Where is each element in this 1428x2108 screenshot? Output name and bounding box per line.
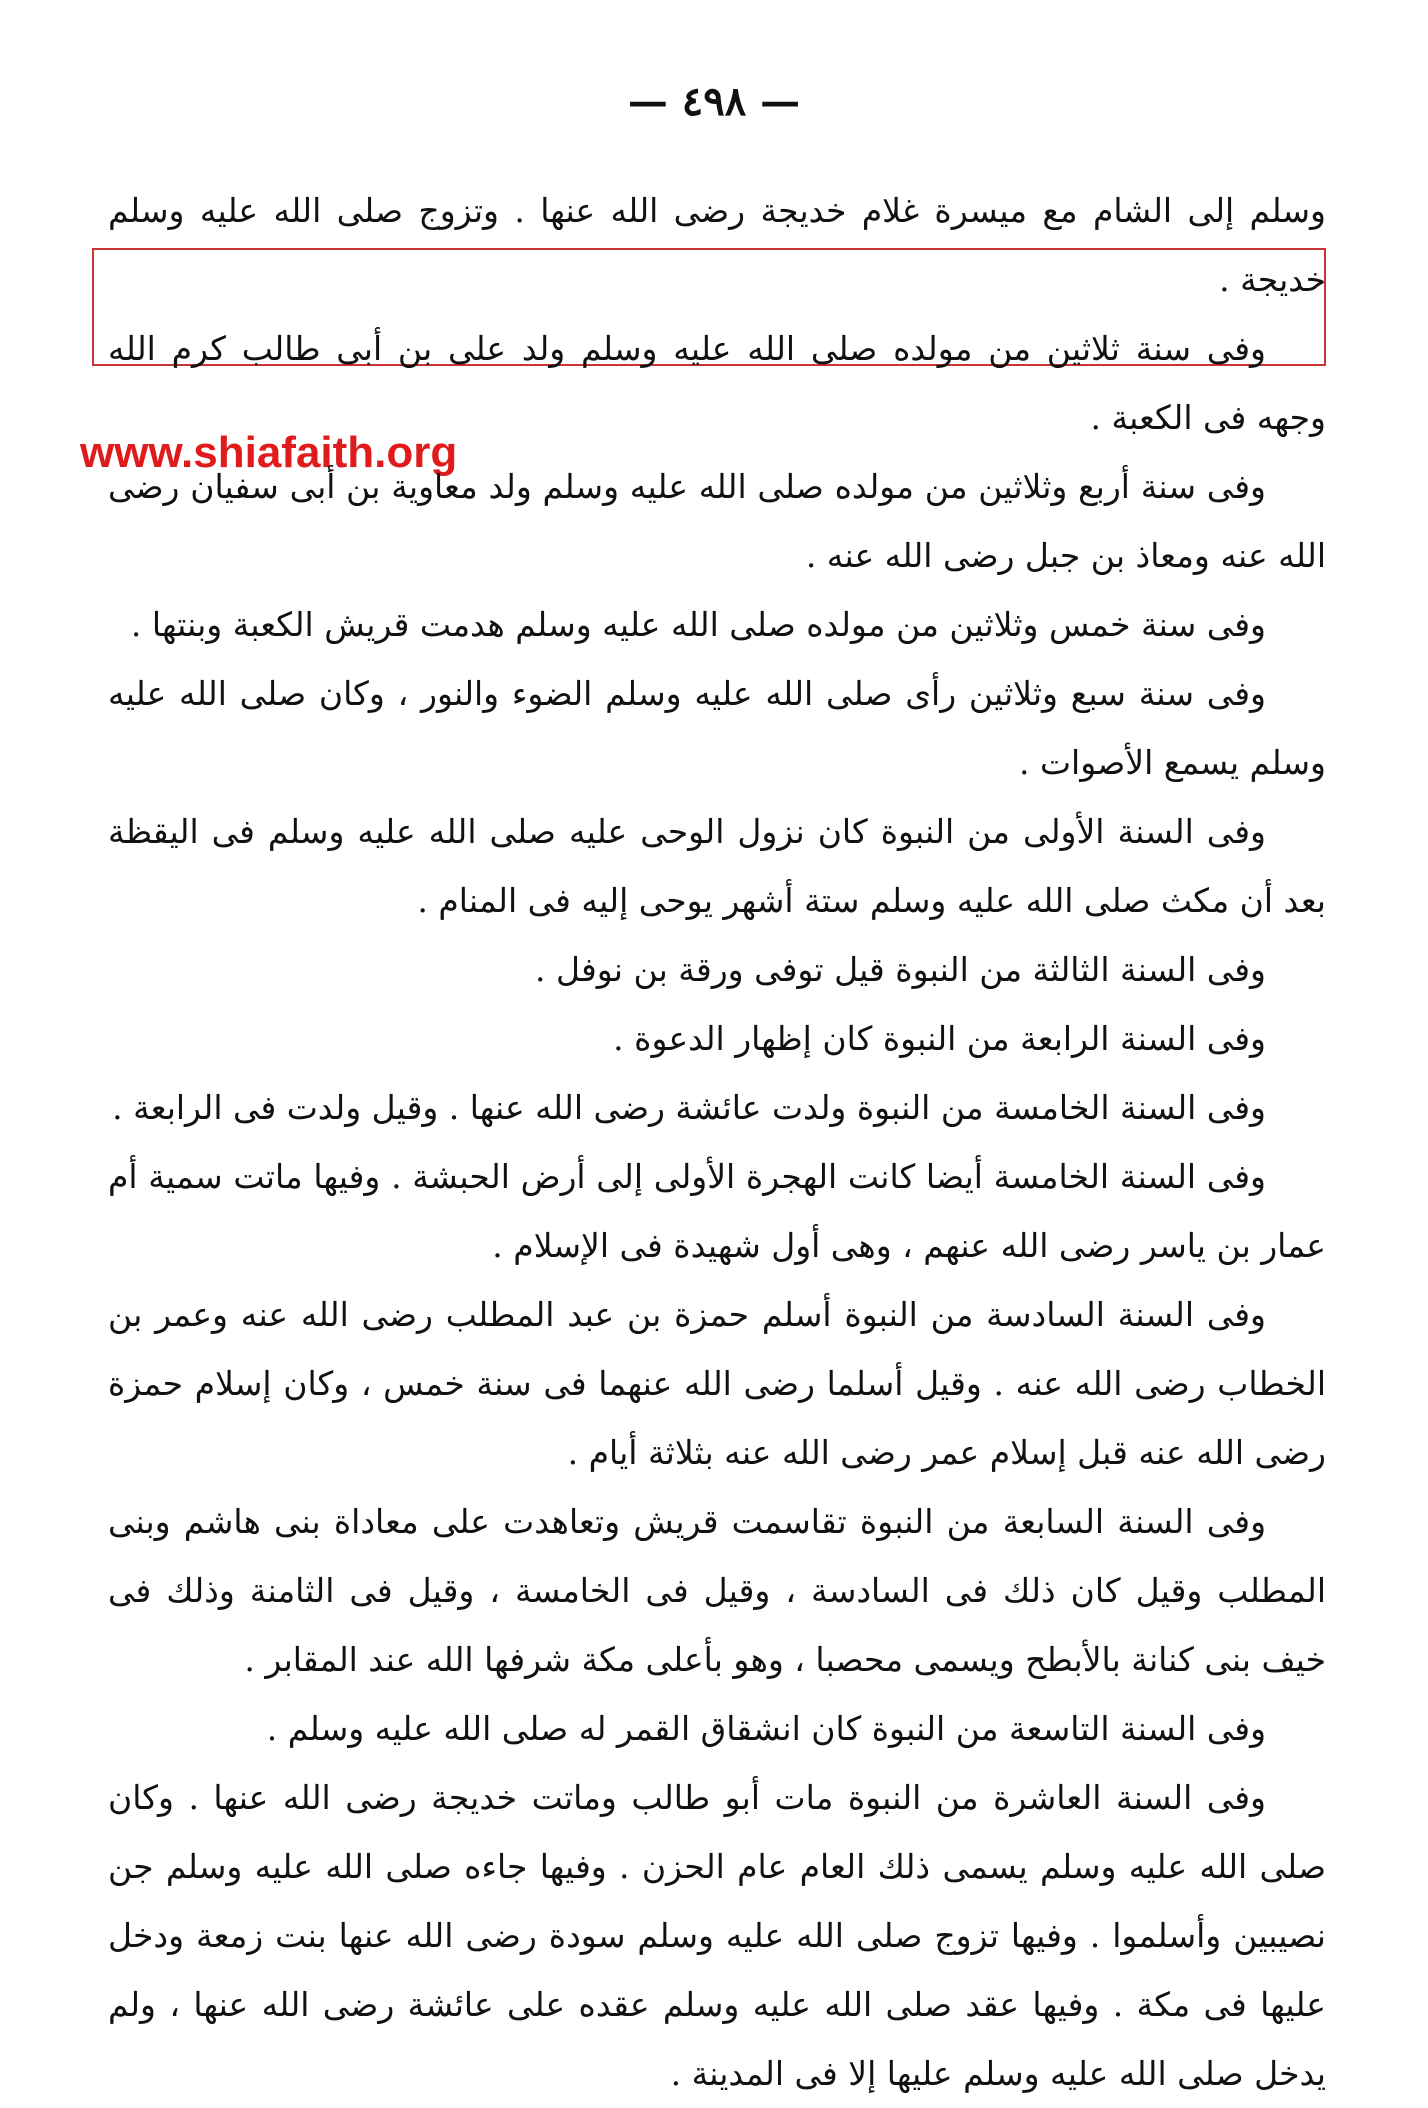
- body-text: [108, 176, 1326, 2108]
- page-number: — ٤٩٨ —: [627, 78, 801, 125]
- paragraph-highlighted: وفى سنة ثلاثين من مولده صلى الله عليه وسلم ولد على بن أبى طالب كرم الله وجهه فى الكعبة .: [108, 329, 1326, 437]
- paragraph: وفى السنة الأولى من النبوة كان نزول الوحى عليه صلى الله عليه وسلم فى اليقظة بعد أن مكث صلى الله عليه وسلم ستة أشهر يوحى إليه فى المنام .: [108, 812, 1326, 920]
- paragraph: وفى السنة العاشرة من النبوة مات أبو طالب وماتت خديجة رضى الله عنها . وكان صلى الله عليه وسلم يسمى ذلك العام عام الحزن . وفيها جاءه صلى الله عليه وسلم جن نصيبين وأسلموا . وفيها تزوج صلى الله عليه وسلم سودة رضى الله عنها بنت زمعة ودخل عليها فى مكة . وفيها عقد صلى الله عليه وسلم عقده على عائشة رضى الله عنها ، ولم يدخل صلى الله عليه وسلم عليها إلا فى المدينة .: [108, 1778, 1326, 2093]
- paragraph: وفى السنة الخامسة من النبوة ولدت عائشة رضى الله عنها . وقيل ولدت فى الرابعة .: [112, 1088, 1266, 1127]
- paragraph: وفى السنة التاسعة من النبوة كان انشقاق القمر له صلى الله عليه وسلم .: [266, 1709, 1266, 1748]
- paragraph: وسلم إلى الشام مع ميسرة غلام خديجة رضى الله عنها . وتزوج صلى الله عليه وسلم خديجة .: [108, 191, 1326, 299]
- paragraph: وفى السنة الخامسة أيضا كانت الهجرة الأولى إلى أرض الحبشة . وفيها ماتت سمية أم عمار بن ياسر رضى الله عنهم ، وهى أول شهيدة فى الإسلام .: [108, 1157, 1326, 1265]
- paragraph: وفى السنة الثالثة من النبوة قيل توفى ورقة بن نوفل .: [534, 950, 1266, 989]
- paragraph: وفى سنة سبع وثلاثين رأى صلى الله عليه وسلم الضوء والنور ، وكان صلى الله عليه وسلم يسمع الأصوات .: [108, 674, 1326, 782]
- paragraph: وفى سنة أربع وثلاثين من مولده صلى الله عليه وسلم ولد معاوية بن أبى سفيان رضى الله عنه ومعاذ بن جبل رضى الله عنه .: [108, 467, 1326, 575]
- watermark-url: www.shiafaith.org: [80, 428, 458, 477]
- paragraph: وفى سنة خمس وثلاثين من مولده صلى الله عليه وسلم هدمت قريش الكعبة وبنتها .: [130, 605, 1266, 644]
- paragraph: وفى السنة السابعة من النبوة تقاسمت قريش وتعاهدت على معاداة بنى هاشم وبنى المطلب وقيل كان ذلك فى السادسة ، وقيل فى الخامسة ، وقيل فى الثامنة وذلك فى خيف بنى كنانة بالأبطح ويسمى محصبا ، وهو بأعلى مكة شرفها الله عند المقابر .: [108, 1502, 1326, 1679]
- paragraph: وفى السنة الرابعة من النبوة كان إظهار الدعوة .: [613, 1019, 1266, 1058]
- paragraph: وفى السنة السادسة من النبوة أسلم حمزة بن عبد المطلب رضى الله عنه وعمر بن الخطاب رضى الله عنه . وقيل أسلما رضى الله عنهما فى سنة خمس ، وكان إسلام حمزة رضى الله عنه قبل إسلام عمر رضى الله عنه بثلاثة أيام .: [108, 1295, 1326, 1472]
